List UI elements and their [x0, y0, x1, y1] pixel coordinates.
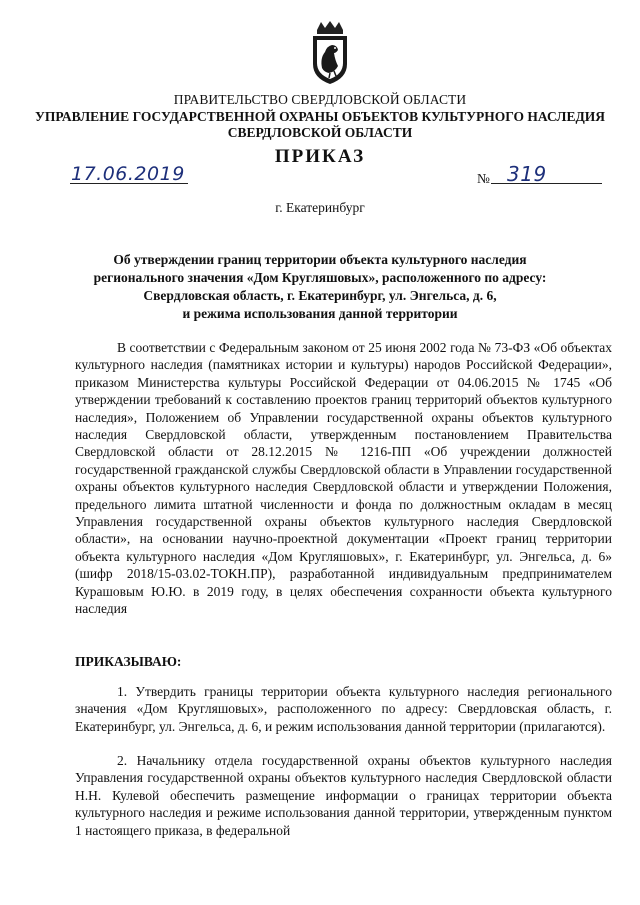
government-name: ПРАВИТЕЛЬСТВО СВЕРДЛОВСКОЙ ОБЛАСТИ: [173, 92, 467, 107]
order-title: ПРИКАЗ: [274, 146, 366, 167]
prikazyvayu-heading: ПРИКАЗЫВАЮ:: [75, 654, 182, 669]
order-item-2: 2. Начальнику отдела государственной охраны объектов культурного наследия Управления государственной охраны объектов культурного наследия Свердловской области Н.Н. Кулевой обеспечить размещение информации о границах территории объекта культурного наследия и режиме использования данной территории, утвержденным пунктом 1 настоящего приказа, в федеральной: [75, 753, 612, 838]
department-name: [0, 109, 640, 141]
handwritten-date: 17.06.2019: [71, 163, 185, 185]
coat-of-arms-icon: [307, 20, 353, 86]
subject-line-4: и режима использования данной территории: [182, 306, 458, 321]
subject-line-3: Свердловская область, г. Екатеринбург, ул. Энгельса, д. 6,: [143, 288, 497, 303]
number-sign: №: [477, 171, 490, 186]
number-underline: [491, 183, 602, 184]
order-subject: [0, 251, 640, 323]
subject-line-1: Об утверждении границ территории объекта культурного наследия: [113, 252, 527, 267]
department-line-1: УПРАВЛЕНИЕ ГОСУДАРСТВЕННОЙ ОХРАНЫ ОБЪЕКТОВ КУЛЬТУРНОГО НАСЛЕДИЯ: [34, 109, 606, 124]
city: г. Екатеринбург: [275, 200, 365, 215]
subject-line-2: регионального значения «Дом Кругляшовых», расположенного по адресу:: [93, 270, 547, 285]
date-underline: [70, 183, 188, 184]
department-line-2: СВЕРДЛОВСКОЙ ОБЛАСТИ: [227, 125, 413, 140]
preamble-paragraph: В соответствии с Федеральным законом от 25 июня 2002 года № 73-ФЗ «Об объектах культурного наследия (памятниках истории и культуры) народов Российской Федерации», приказом Министерства культуры Российской Федерации от 04.06.2015 № 1745 «Об утверждении требований к составлению проектов границ территорий объектов культурного наследия», Положением об Управлении государственной охраны объектов культурного наследия Свердловской области, утвержденным постановлением Правительства Свердловской области от 28.12.2015 № 1216-ПП «Об учреждении должностей государственной гражданской службы Свердловской области в Управлении государственной охраны объектов культурного наследия Свердловской области и утверждении Положения, предельного лимита штатной численности и фонда по должностным окладам в месяц Управления государственной охраны объектов культурного наследия Свердловской области», на основании научно-проектной документации «Проект границ территории объекта культурного наследия «Дом Кругляшовых», г. Екатеринбург, ул. Энгельса, д. 6» (шифр 2018/15-03.02-ТОКН.ПР), разработанной индивидуальным предпринимателем Курашовым Ю.Ю. в 2019 году, в целях обеспечения сохранности объекта культурного наследия: [75, 340, 612, 617]
handwritten-number: 319: [507, 162, 547, 186]
order-item-1: 1. Утвердить границы территории объекта культурного наследия регионального значения «Дом Кругляшовых», расположенного по адресу: Свердловская область, г. Екатеринбург, ул. Энгельса, д. 6, и режим использования данной территории (прилагаются).: [75, 684, 612, 734]
